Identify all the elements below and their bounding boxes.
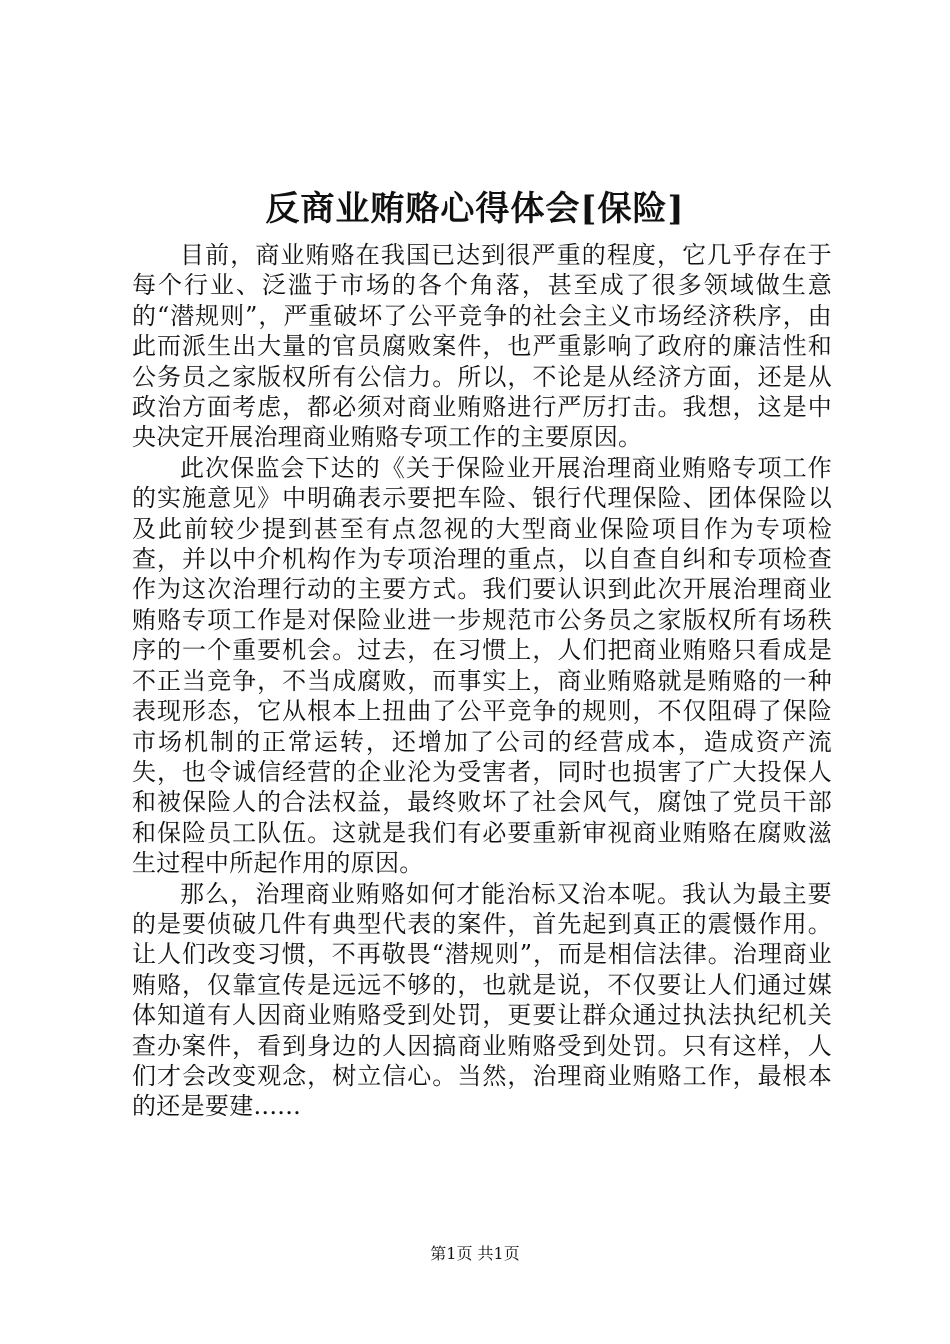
paragraph-3: 那么，治理商业贿赂如何才能治标又治本呢。我认为最主要的是要侦破几件有典型代表的案件，首先起到真正的震慑作用。让人们改变习惯，不再敬畏“潜规则”，而是相信法律。治理商业贿赂，仅靠宣传是远远不够的，也就是说，不仅要让人们通过媒体知道有人因商业贿赂受到处罚，更要让群众通过执法执纪机关查办案件，看到身边的人因搞商业贿赂受到处罚。只有这样，人们才会改变观念，树立信心。当然，治理商业贿赂工作，最根本的还是要建...... bbox=[132, 879, 832, 1121]
document-body bbox=[132, 240, 832, 1122]
page-footer: 第1页 共1页 bbox=[430, 1244, 520, 1263]
paragraph-2: 此次保监会下达的《关于保险业开展治理商业贿赂专项工作的实施意见》中明确表示要把车险、银行代理保险、团体保险以及此前较少提到甚至有点忽视的大型商业保险项目作为专项检查，并以中介机构作为专项治理的重点，以自查自纠和专项检查作为这次治理行动的主要方式。我们要认识到此次开展治理商业贿赂专项工作是对保险业进一步规范市公务员之家版权所有场秩序的一个重要机会。过去，在习惯上，人们把商业贿赂只看成是不正当竞争，不当成腐败，而事实上，商业贿赂就是贿赂的一种表现形态，它从根本上扭曲了公平竞争的规则，不仅阻碍了保险市场机制的正常运转，还增加了公司的经营成本，造成资产流失，也令诚信经营的企业沦为受害者，同时也损害了广大投保人和被保险人的合法权益，最终败坏了社会风气，腐蚀了党员干部和保险员工队伍。这就是我们有必要重新审视商业贿赂在腐败滋生过程中所起作用的原因。 bbox=[132, 453, 832, 878]
document-title: 反商业贿赂心得体会[保险] bbox=[265, 189, 685, 229]
paragraph-1: 目前，商业贿赂在我国已达到很严重的程度，它几乎存在于每个行业、泛滥于市场的各个角落，甚至成了很多领域做生意的“潜规则”，严重破坏了公平竞争的社会主义市场经济秩序，由此而派生出大量的官员腐败案件，也严重影响了政府的廉洁性和公务员之家版权所有公信力。所以，不论是从经济方面，还是从政治方面考虑，都必须对商业贿赂进行严厉打击。我想，这是中央决定开展治理商业贿赂专项工作的主要原因。 bbox=[132, 241, 832, 452]
